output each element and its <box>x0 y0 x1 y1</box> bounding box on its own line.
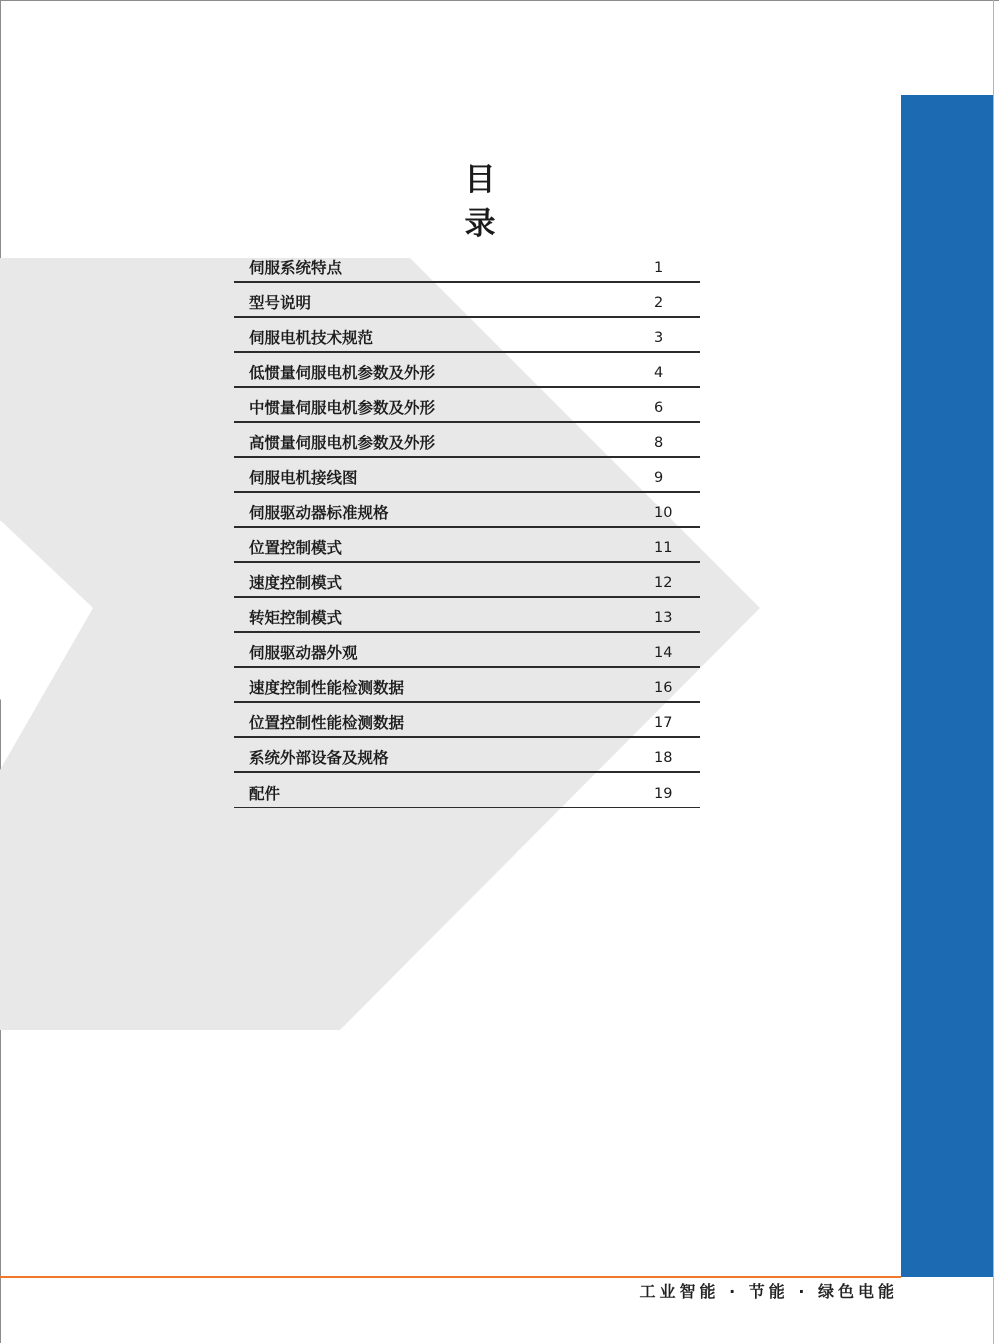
toc-entry[interactable] <box>234 493 700 528</box>
blue-side-bar <box>901 95 993 1277</box>
toc-entry-title: 系统外部设备及规格 <box>249 749 389 767</box>
toc-entry[interactable] <box>234 738 700 773</box>
toc-entry[interactable] <box>234 633 700 668</box>
toc-entry-title: 速度控制模式 <box>249 574 343 592</box>
toc-entry[interactable] <box>234 458 700 493</box>
toc-entry-page-number: 13 <box>654 610 673 626</box>
toc-entry-title: 低惯量伺服电机参数及外形 <box>249 364 436 382</box>
toc-entry-title: 高惯量伺服电机参数及外形 <box>249 434 436 452</box>
toc-entry-page-number: 4 <box>654 365 664 381</box>
toc-entry-page-number: 16 <box>654 680 673 696</box>
toc-entry-page-number: 3 <box>654 330 664 346</box>
toc-entry-title: 配件 <box>249 785 281 803</box>
right-page-edge <box>993 0 994 1344</box>
toc-entry[interactable] <box>234 353 700 388</box>
toc-entry[interactable] <box>234 248 700 283</box>
toc-entry-page-number: 12 <box>654 575 673 591</box>
toc-entry-page-number: 9 <box>654 470 664 486</box>
toc-entry[interactable] <box>234 283 700 318</box>
toc-entry[interactable] <box>234 388 700 423</box>
toc-entry[interactable] <box>234 773 700 808</box>
toc-entry[interactable] <box>234 703 700 738</box>
toc-entry-title: 伺服驱动器外观 <box>249 644 358 662</box>
toc-entry-title: 伺服驱动器标准规格 <box>249 504 389 522</box>
toc-entry[interactable] <box>234 423 700 458</box>
toc-entry-page-number: 2 <box>654 295 664 311</box>
toc-entry[interactable] <box>234 318 700 353</box>
toc-entry-title: 伺服电机技术规范 <box>249 329 374 347</box>
toc-entry-title: 伺服系统特点 <box>249 259 343 277</box>
toc-entry-page-number: 6 <box>654 400 664 416</box>
toc-entry-title: 伺服电机接线图 <box>249 469 358 487</box>
toc-entry-title: 速度控制性能检测数据 <box>249 679 405 697</box>
toc-entry-title: 型号说明 <box>249 294 312 312</box>
toc-entry-page-number: 1 <box>654 260 664 276</box>
toc-entry-page-number: 11 <box>654 540 673 556</box>
toc-entry-title: 位置控制模式 <box>249 539 343 557</box>
toc-entry-page-number: 10 <box>654 505 673 521</box>
toc-entry-page-number: 19 <box>654 786 673 802</box>
toc-entry-title: 转矩控制模式 <box>249 609 343 627</box>
page-title: 目 录 <box>464 162 518 242</box>
toc-entry[interactable] <box>234 528 700 563</box>
toc-entry-page-number: 14 <box>654 645 673 661</box>
toc-list <box>234 248 700 808</box>
toc-entry-title: 中惯量伺服电机参数及外形 <box>249 399 436 417</box>
toc-entry[interactable] <box>234 668 700 703</box>
toc-entry[interactable] <box>234 563 700 598</box>
footer-slogan: 工业智能 · 节能 · 绿色电能 <box>639 1282 898 1301</box>
toc-entry-page-number: 17 <box>654 715 673 731</box>
toc-entry-page-number: 18 <box>654 750 673 766</box>
toc-entry-title: 位置控制性能检测数据 <box>249 714 405 732</box>
toc-entry[interactable] <box>234 598 700 633</box>
toc-entry-page-number: 8 <box>654 435 664 451</box>
footer-orange-line <box>0 1276 901 1278</box>
